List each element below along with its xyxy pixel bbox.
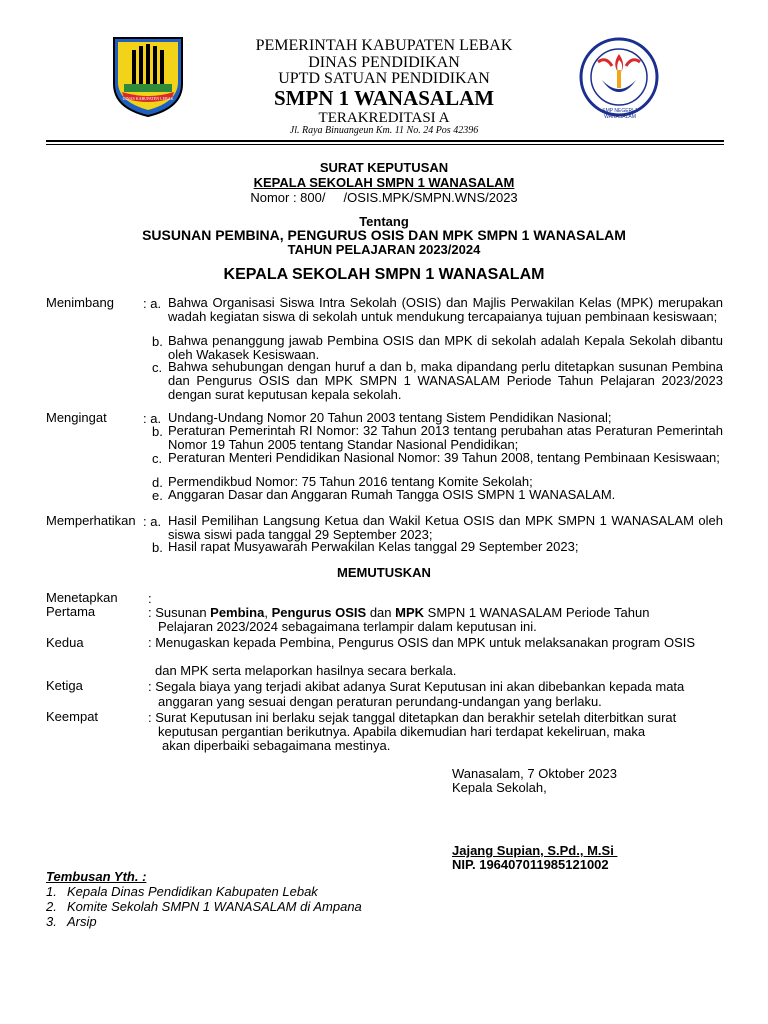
menetapkan-label: Menetapkan — [46, 590, 118, 605]
kedua-label: Kedua — [46, 635, 84, 650]
about-label: Tentang — [359, 214, 409, 229]
tembusan-item-2: Komite Sekolah SMPN 1 WANASALAM di Ampana — [67, 899, 362, 914]
mengingat-marker-e: e. — [152, 488, 163, 503]
menimbang-marker-c: c. — [152, 360, 163, 375]
accreditation: TERAKREDITASI A — [318, 110, 450, 126]
signatory-nip: NIP. 196407011985121002 — [452, 857, 609, 872]
pertama-bold-pembina: Pembina — [210, 605, 265, 620]
right-logo-caption: SMP NEGERI 1 WANASALAM — [602, 108, 638, 120]
kop-line-2: DINAS PENDIDIKAN — [308, 54, 460, 71]
signatory-name: Jajang Supian, S.Pd., M.Si — [452, 843, 618, 858]
decree-year: TAHUN PELAJARAN 2023/2024 — [287, 242, 481, 257]
ketiga-line-1: : Segala biaya yang terjadi akibat adanya Surat Keputusan ini akan dibebankan kepada mata — [148, 679, 685, 694]
keempat-line-2: keputusan pergantian berikutnya. Apabila dikemudian hari terdapat kekeliruan, maka — [158, 724, 646, 739]
pertama-bold-mpk: MPK — [395, 605, 425, 620]
mengingat-item-e: Anggaran Dasar dan Anggaran Rumah Tangga OSIS SMPN 1 WANASALAM. — [168, 487, 616, 502]
menimbang-item-a: Bahwa Organisasi Siswa Intra Sekolah (OSIS) dan Majlis Perwakilan Kelas (MPK) merupakan wadah kegiatan siswa di sekolah untuk mendukung tercapaianya tujuan pembinaan kesiswaan; — [168, 295, 723, 324]
issuer-heading: KEPALA SEKOLAH SMPN 1 WANASALAM — [223, 266, 545, 283]
tembusan-number-3: 3. — [46, 914, 57, 929]
menimbang-marker-a: : a. — [143, 296, 162, 311]
memperhatikan-item-b: Hasil rapat Musyawarah Perwakilan Kelas tanggal 29 September 2023; — [168, 539, 579, 554]
school-logo — [578, 36, 660, 118]
ketiga-label: Ketiga — [46, 678, 83, 693]
kop-line-1: PEMERINTAH KABUPATEN LEBAK — [255, 37, 513, 54]
pertama-label: Pertama — [46, 604, 96, 619]
tembusan-number-2: 2. — [46, 899, 57, 914]
memperhatikan-marker-a: : a. — [143, 514, 162, 529]
left-logo-caption: DINAS KABUPATEN LEBAK — [122, 96, 174, 101]
decree-subtitle: KEPALA SEKOLAH SMPN 1 WANASALAM — [253, 175, 515, 190]
memperhatikan-label: Memperhatikan — [46, 513, 136, 528]
menimbang-item-b: Bahwa penanggung jawab Pembina OSIS dan MPK di sekolah adalah Kepala Sekolah dibantu oleh Wakasek Kesiswaan. — [168, 333, 723, 362]
pertama-bold-osis: Pengurus OSIS — [271, 605, 367, 620]
decree-subject: SUSUNAN PEMBINA, PENGURUS OSIS DAN MPK SMPN 1 WANASALAM — [142, 227, 626, 243]
mengingat-label: Mengingat — [46, 410, 107, 425]
decree-number: Nomor : 800/ /OSIS.MPK/SMPN.WNS/2023 — [250, 190, 518, 205]
signatory-position: Kepala Sekolah, — [452, 780, 547, 795]
pertama-line-1 — [148, 605, 723, 620]
school-name: SMPN 1 WANASALAM — [273, 86, 495, 110]
kop-line-3: UPTD SATUAN PENDIDIKAN — [278, 70, 490, 87]
memperhatikan-item-a: Hasil Pemilihan Langsung Ketua dan Wakil Ketua OSIS dan MPK SMPN 1 WANASALAM oleh siswa siswi pada tanggal 29 September 2023; — [168, 513, 723, 542]
mengingat-item-c: Peraturan Menteri Pendidikan Nasional Nomor: 39 Tahun 2008, tentang Pembinaan Kesiswaan; — [168, 450, 720, 465]
keempat-label: Keempat — [46, 709, 99, 724]
memutuskan-heading: MEMUTUSKAN — [337, 565, 431, 580]
decree-title: SURAT KEPUTUSAN — [319, 160, 449, 175]
menimbang-item-c: Bahwa sehubungan dengan huruf a dan b, maka dipandang perlu ditetapkan susunan Pembina dan Pengurus OSIS dan MPK SMPN 1 WANASALAM Periode Tahun Pelajaran 2023/2023 dengan surat keputusan kepala sekolah. — [168, 359, 723, 402]
letterhead-divider-thick — [46, 140, 724, 142]
kedua-line-2: dan MPK serta melaporkan hasilnya secara berkala. — [155, 663, 457, 678]
letterhead-divider-thin — [46, 144, 724, 145]
mengingat-marker-a: : a. — [143, 411, 162, 426]
pertama-sep: , — [264, 605, 272, 620]
tembusan-number-1: 1. — [46, 884, 57, 899]
mengingat-item-b: Peraturan Pemerintah RI Nomor: 32 Tahun 2013 tentang perubahan atas Peraturan Pemerintah Nomor 19 Tahun 2005 tentang Standar Nasional Pendidikan; — [168, 423, 723, 452]
menimbang-label: Menimbang — [46, 295, 114, 310]
kedua-line-1: : Menugaskan kepada Pembina, Pengurus OSIS dan MPK untuk melaksanakan program OSIS — [148, 635, 696, 650]
pertama-pre: : Susunan — [148, 605, 211, 620]
pertama-post: SMPN 1 WANASALAM Periode Tahun — [424, 605, 650, 620]
mengingat-item-a: Undang-Undang Nomor 20 Tahun 2003 tentang Sistem Pendidikan Nasional; — [168, 410, 612, 425]
place-date: Wanasalam, 7 Oktober 2023 — [452, 766, 617, 781]
mengingat-marker-d: d. — [152, 475, 163, 490]
tembusan-title: Tembusan Yth. : — [46, 869, 147, 884]
menimbang-marker-b: b. — [152, 334, 163, 349]
keempat-line-1: : Surat Keputusan ini berlaku sejak tanggal ditetapkan dan berakhir setelah diterbitkan surat — [148, 710, 677, 725]
lebak-regency-logo — [108, 34, 188, 118]
tembusan-item-1: Kepala Dinas Pendidikan Kabupaten Lebak — [67, 884, 318, 899]
pertama-line-2: Pelajaran 2023/2024 sebagaimana terlampir dalam keputusan ini. — [158, 619, 537, 634]
school-address: Jl. Raya Binuangeun Km. 11 No. 24 Pos 42396 — [289, 125, 479, 136]
mengingat-item-d: Permendikbud Nomor: 75 Tahun 2016 tentang Komite Sekolah; — [168, 474, 533, 489]
ketiga-line-2: anggaran yang sesuai dengan peraturan perundang-undangan yang berlaku. — [158, 694, 602, 709]
tembusan-item-3: Arsip — [67, 914, 97, 929]
pertama-mid: dan — [366, 605, 396, 620]
mengingat-marker-c: c. — [152, 451, 163, 466]
keempat-line-3: akan diperbaiki sebagaimana mestinya. — [162, 738, 391, 753]
memperhatikan-marker-b: b. — [152, 540, 163, 555]
mengingat-marker-b: b. — [152, 424, 163, 439]
menetapkan-colon: : — [148, 591, 152, 606]
